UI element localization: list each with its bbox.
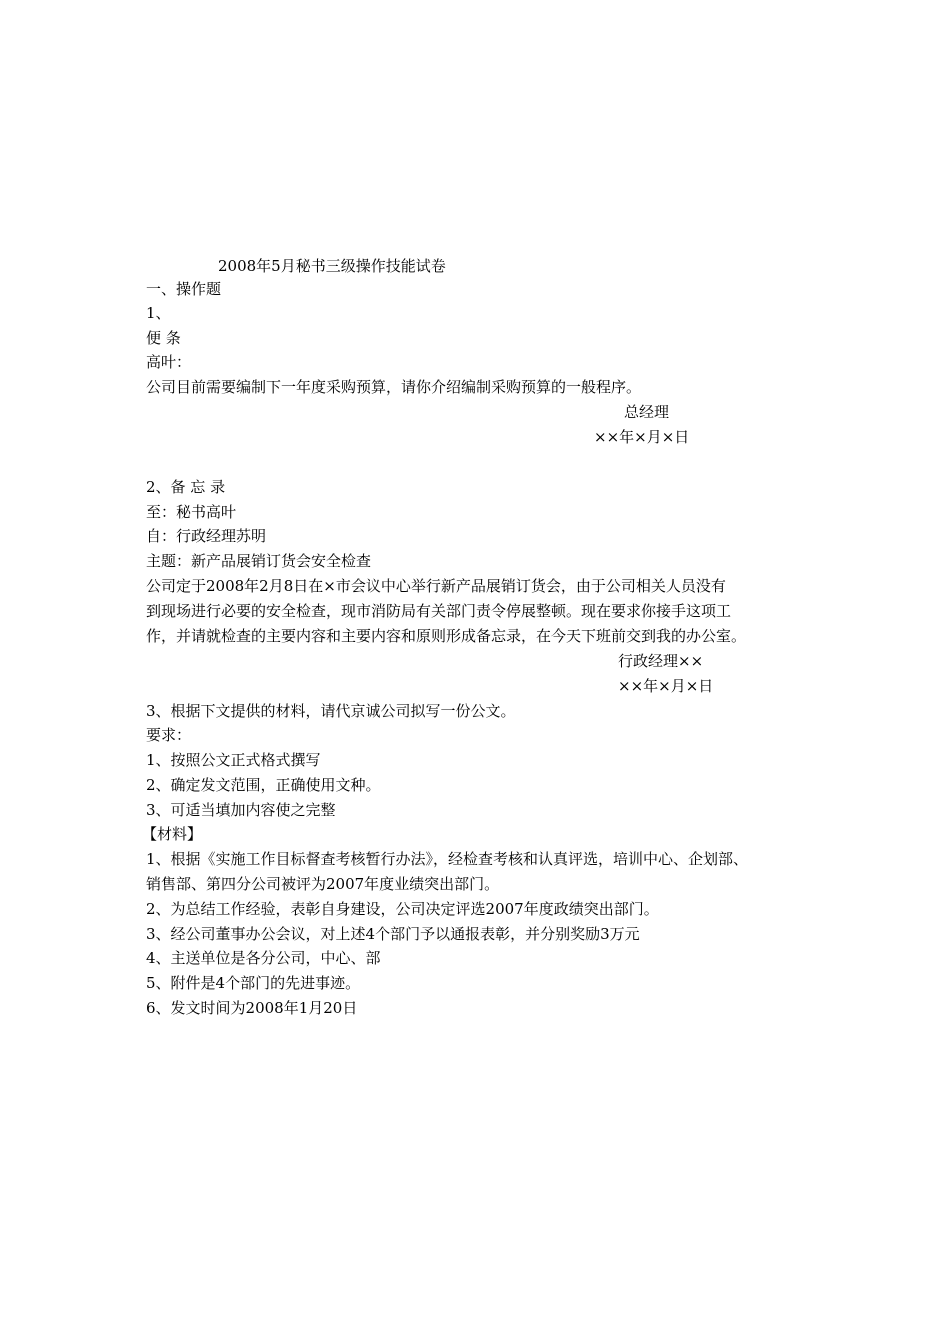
requirements-label: 要求： xyxy=(146,726,192,744)
note-title: 便 条 xyxy=(146,329,181,347)
requirement-item: 2、确定发文范围，正确使用文种。 xyxy=(146,776,381,794)
note-signer: 总经理 xyxy=(624,403,670,421)
memo-body-line: 公司定于2008年2月8日在×市会议中心举行新产品展销订货会，由于公司相关人员没有 xyxy=(146,577,726,595)
section-heading: 一、操作题 xyxy=(146,280,222,298)
material-item: 1、根据《实施工作目标督查考核暂行办法》，经检查考核和认真评选，培训中心、企划部、 xyxy=(146,850,749,868)
note-salutation: 高叶： xyxy=(146,353,192,371)
memo-from: 自：行政经理苏明 xyxy=(146,527,267,545)
material-item: 4、主送单位是各分公司，中心、部 xyxy=(146,949,381,967)
material-item: 销售部、第四分公司被评为2007年度业绩突出部门。 xyxy=(146,875,500,893)
note-body: 公司目前需要编制下一年度采购预算，请你介绍编制采购预算的一般程序。 xyxy=(146,378,642,396)
exam-title: 2008年5月秘书三级操作技能试卷 xyxy=(218,257,446,275)
memo-signer: 行政经理×× xyxy=(618,652,704,670)
material-item: 2、为总结工作经验，表彰自身建设，公司决定评选2007年度政绩突出部门。 xyxy=(146,900,659,918)
memo-date: ××年×月×日 xyxy=(618,677,714,695)
memo-body-line: 到现场进行必要的安全检查，现市消防局有关部门责令停展整顿。现在要求你接手这项工 xyxy=(146,602,732,620)
memo-body-line: 作，并请就检查的主要内容和主要内容和原则形成备忘录，在今天下班前交到我的办公室。 xyxy=(146,627,747,645)
requirement-item: 1、按照公文正式格式撰写 xyxy=(146,751,321,769)
question-1-number: 1、 xyxy=(146,304,171,322)
note-date: ××年×月×日 xyxy=(594,428,690,446)
question-3-heading: 3、根据下文提供的材料，请代京诚公司拟写一份公文。 xyxy=(146,702,516,720)
materials-label: 【材料】 xyxy=(142,825,203,843)
material-item: 6、发文时间为2008年1月20日 xyxy=(146,999,358,1017)
memo-subject: 主题：新产品展销订货会安全检查 xyxy=(146,552,372,570)
material-item: 3、经公司董事办公会议，对上述4个部门予以通报表彰，并分别奖励3万元 xyxy=(146,925,640,943)
requirement-item: 3、可适当填加内容使之完整 xyxy=(146,801,336,819)
material-item: 5、附件是4个部门的先进事迹。 xyxy=(146,974,361,992)
memo-to: 至：秘书高叶 xyxy=(146,503,237,521)
question-2-heading: 2、备 忘 录 xyxy=(146,478,226,496)
